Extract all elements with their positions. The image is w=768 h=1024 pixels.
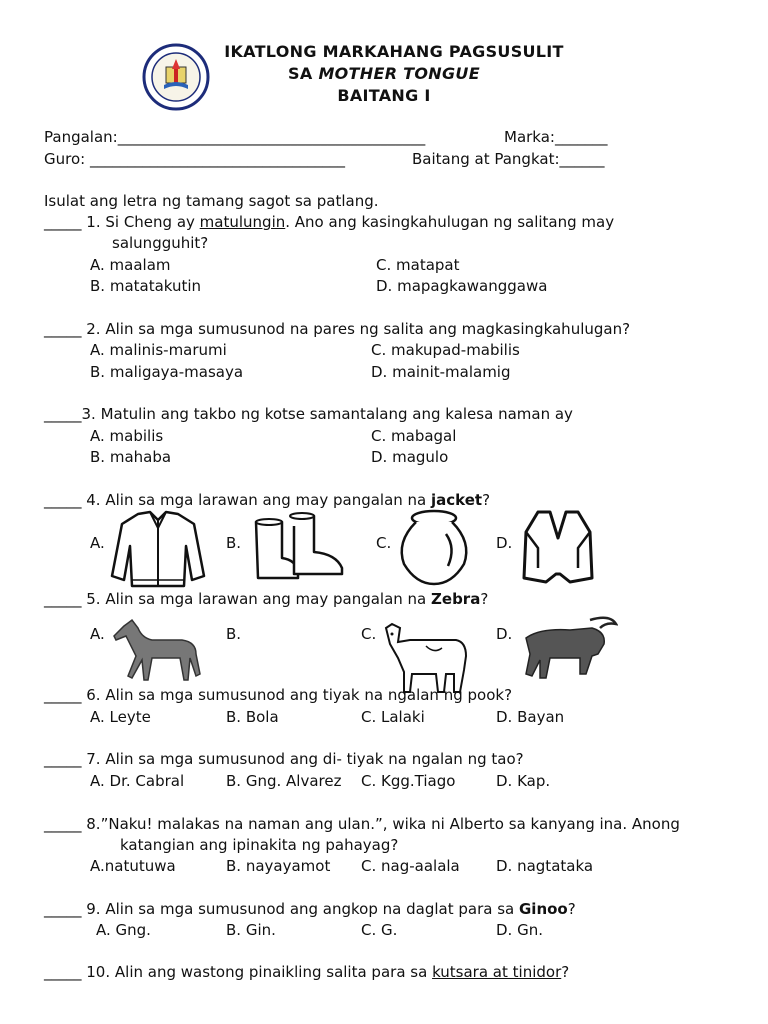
- q4-option-c: C.: [376, 534, 392, 552]
- pot-image: [394, 508, 474, 590]
- q9-option-d: D. Gn.: [496, 921, 543, 939]
- q3-option-d: D. magulo: [371, 448, 449, 466]
- q4-option-b: B.: [226, 534, 242, 552]
- q3-option-a: A. mabilis: [90, 427, 164, 445]
- q1-option-a: A. maalam: [90, 256, 171, 274]
- q9-option-c: C. G.: [361, 921, 398, 939]
- horse-image: [108, 618, 204, 688]
- question-4: _____ 4. Alin sa mga larawan ang may pangalan na jacket?: [44, 491, 491, 509]
- q6-option-a: A. Leyte: [90, 708, 151, 726]
- question-2: _____ 2. Alin sa mga sumusunod na pares ng salita ang magkasingkahulugan?: [44, 320, 631, 338]
- q4-option-a: A.: [90, 534, 105, 552]
- q5-option-c: C.: [361, 625, 377, 643]
- question-7: _____ 7. Alin sa mga sumusunod ang di- tiyak na ngalan ng tao?: [44, 750, 524, 768]
- q7-option-b: B. Gng. Alvarez: [226, 772, 342, 790]
- q7-option-a: A. Dr. Cabral: [90, 772, 185, 790]
- q8-option-b: B. nayayamot: [226, 857, 331, 875]
- q3-option-c: C. mabagal: [371, 427, 457, 445]
- exam-subject: SA MOTHER TONGUE: [288, 64, 480, 83]
- exam-title: IKATLONG MARKAHANG PAGSUSULIT: [224, 42, 564, 61]
- q7-option-d: D. Kap.: [496, 772, 551, 790]
- q1-option-c: C. matapat: [376, 256, 460, 274]
- q1-option-b: B. matatakutin: [90, 277, 202, 295]
- grade-section-field[interactable]: Baitang at Pangkat:______: [412, 150, 605, 168]
- question-10: _____ 10. Alin ang wastong pinaikling salita para sa kutsara at tinidor?: [44, 963, 570, 981]
- q8-option-a: A.natutuwa: [90, 857, 176, 875]
- score-field[interactable]: Marka:_______: [504, 128, 608, 146]
- q1-option-d: D. mapagkawanggawa: [376, 277, 548, 295]
- exam-grade-level: BAITANG I: [337, 86, 431, 105]
- q3-option-b: B. mahaba: [90, 448, 172, 466]
- question-8-continuation: katangian ang ipinakita ng pahayag?: [120, 836, 399, 854]
- q6-option-d: D. Bayan: [496, 708, 565, 726]
- q2-option-c: C. makupad-mabilis: [371, 341, 520, 359]
- carabao-image: [520, 614, 618, 686]
- instructions: Isulat ang letra ng tamang sagot sa patlang.: [44, 192, 379, 210]
- q6-option-b: B. Bola: [226, 708, 279, 726]
- question-1: _____ 1. Si Cheng ay matulungin. Ano ang kasingkahulugan ng salitang may: [44, 213, 615, 231]
- name-field[interactable]: Pangalan:_________________________________________: [44, 128, 426, 146]
- vest-image: [520, 508, 596, 590]
- q8-option-c: C. nag-aalala: [361, 857, 460, 875]
- q4-option-d: D.: [496, 534, 513, 552]
- question-8: _____ 8.”Naku! malakas na naman ang ulan.”, wika ni Alberto sa kanyang ina. Anong: [44, 815, 680, 833]
- question-5: _____ 5. Alin sa mga larawan ang may pangalan na Zebra?: [44, 590, 489, 608]
- q6-option-c: C. Lalaki: [361, 708, 425, 726]
- q5-option-b: B.: [226, 625, 242, 643]
- q5-option-a: A.: [90, 625, 105, 643]
- question-1-continuation: salungguhit?: [112, 234, 209, 252]
- q9-option-a: A. Gng.: [96, 921, 151, 939]
- boots-image: [248, 512, 348, 588]
- question-9: _____ 9. Alin sa mga sumusunod ang angkop na daglat para sa Ginoo?: [44, 900, 576, 918]
- question-3: _____3. Matulin ang takbo ng kotse samantalang ang kalesa naman ay: [44, 405, 573, 423]
- q7-option-c: C. Kgg.Tiago: [361, 772, 456, 790]
- q2-option-b: B. maligaya-masaya: [90, 363, 244, 381]
- q2-option-a: A. malinis-marumi: [90, 341, 227, 359]
- teacher-field[interactable]: Guro: __________________________________: [44, 150, 345, 168]
- q9-option-b: B. Gin.: [226, 921, 276, 939]
- jacket-image: [108, 510, 208, 592]
- question-6: _____ 6. Alin sa mga sumusunod ang tiyak na ngalan ng pook?: [44, 686, 513, 704]
- q8-option-d: D. nagtataka: [496, 857, 594, 875]
- q5-option-d: D.: [496, 625, 513, 643]
- q2-option-d: D. mainit-malamig: [371, 363, 511, 381]
